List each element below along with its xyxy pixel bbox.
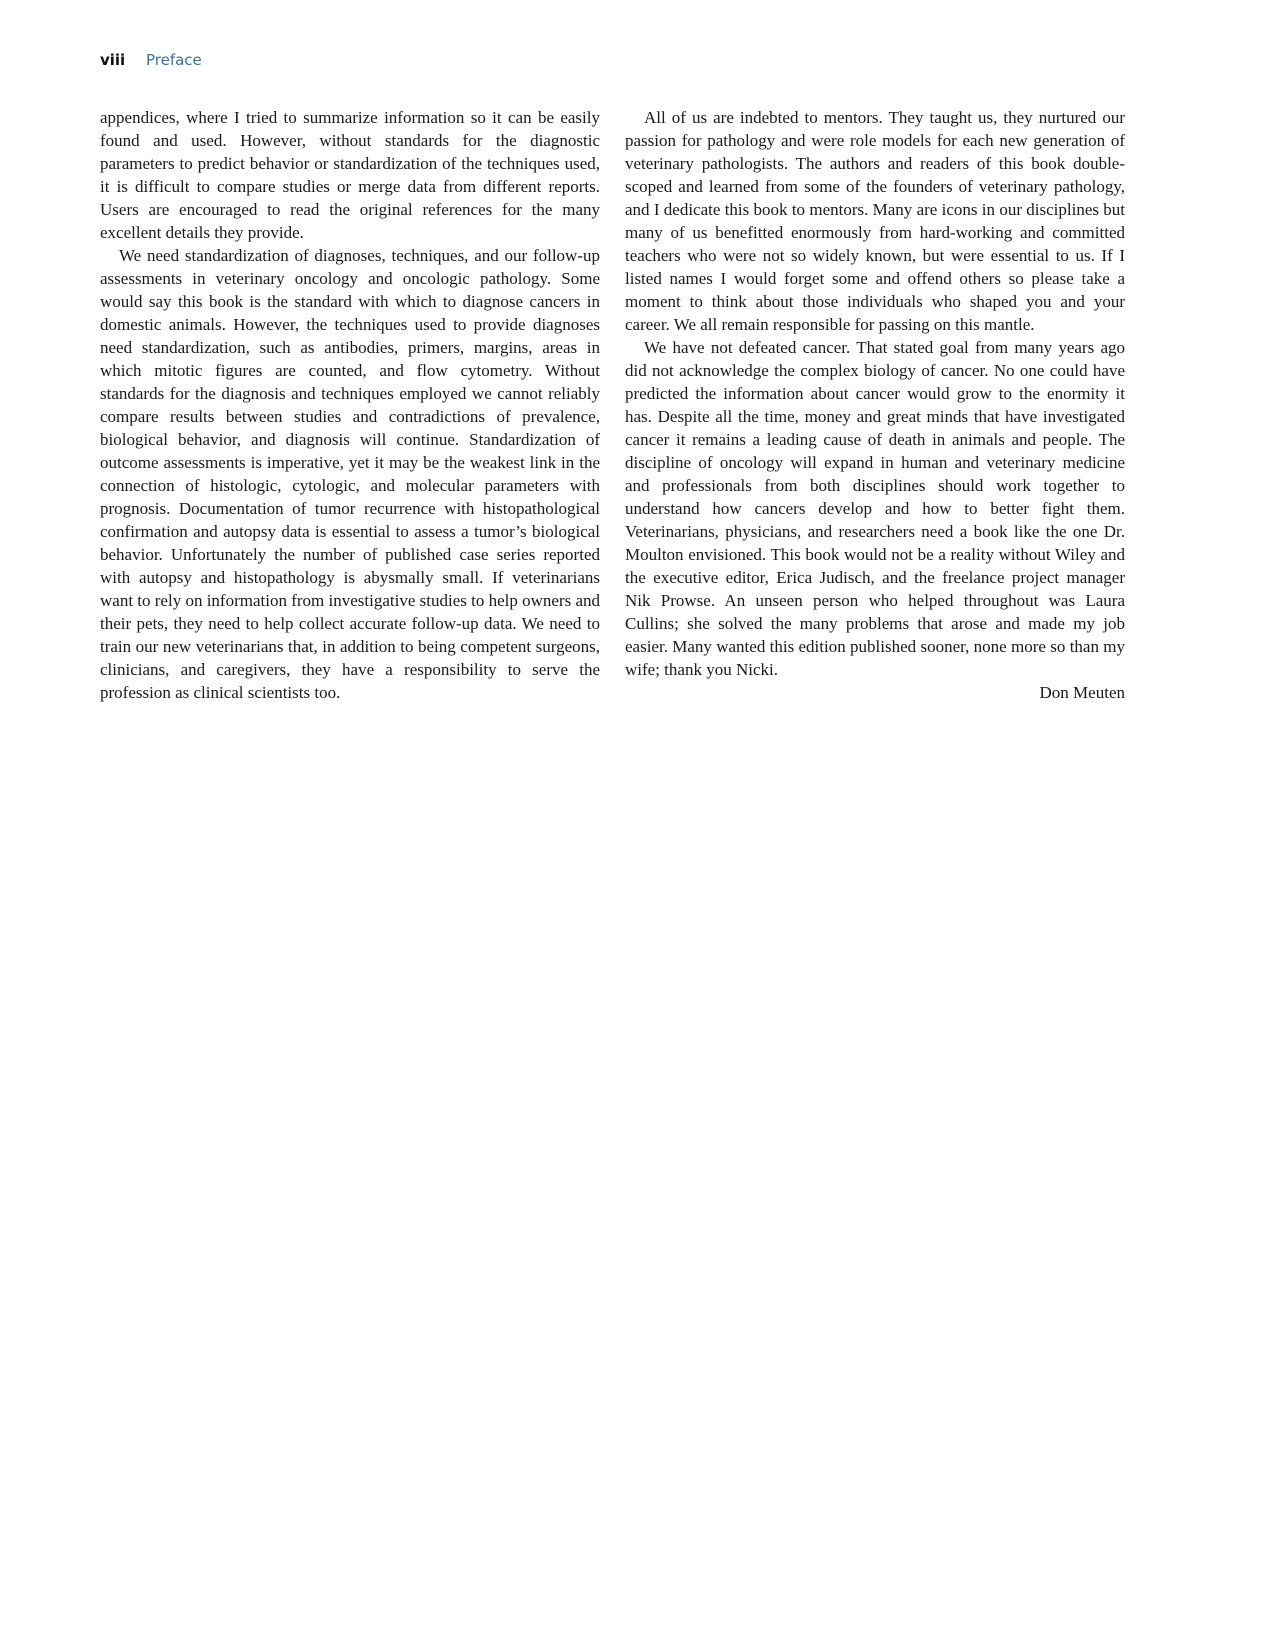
page-number: viii (100, 51, 126, 69)
section-title: Preface (145, 51, 202, 69)
author-signature: Don Meuten (1039, 683, 1125, 702)
right-column (625, 106, 1125, 704)
left-column (100, 106, 600, 704)
paragraph: We have not defeated cancer. That stated goal from many years ago did not acknowledge the complex biology of cancer. No one could have predicted the information about cancer would grow to the enormity it has. Despite all the time, money and great minds that have investigated cancer it remains a leading cause of death in animals and people. The discipline of oncology will expand in human and veterinary medicine and professionals from both disciplines should work together to understand how cancers develop and how to better fight them. Veterinarians, physicians, and researchers need a book like the one Dr. Moulton envisioned. This book would not be a reality without Wiley and the executive editor, Erica Judisch, and the freelance project manager Nik Prowse. An unseen person who helped throughout was Laura Cullins; she solved the many problems that arose and made my job easier. Many wanted this edition published sooner, none more so than my wife; thank you Nicki. (625, 338, 1125, 679)
paragraph: All of us are indebted to mentors. They taught us, they nurtured our passion for pathology and were role models for each new generation of veterinary pathologists. The authors and readers of this book double-scoped and learned from some of the founders of veterinary pathology, and I dedicate this book to mentors. Many are icons in our disciplines but many of us benefitted enormously from hard-working and committed teachers who were not so widely known, but were essential to us. If I listed names I would forget some and offend others so please take a moment to think about those individuals who shaped you and your career. We all remain responsible for passing on this mantle. (625, 108, 1125, 334)
running-head (100, 50, 202, 70)
paragraph: appendices, where I tried to summarize information so it can be easily found and used. However, without standards for the diagnostic parameters to predict behavior or standardization of the techniques used, it is difficult to compare studies or merge data from different reports. Users are encouraged to read the original references for the many excellent details they provide. (100, 108, 600, 242)
paragraph: We need standardization of diagnoses, techniques, and our follow-up assessments in veterinary oncology and oncologic pathology. Some would say this book is the standard with which to diagnose cancers in domestic animals. However, the techniques used to provide diagnoses need standardization, such as antibodies, primers, margins, areas in which mitotic figures are counted, and flow cytometry. Without standards for the diagnosis and techniques employed we cannot reliably compare results between studies and contradictions of prevalence, biological behavior, and diagnosis will continue. Standardization of outcome assessments is imperative, yet it may be the weakest link in the connection of histologic, cytologic, and molecular parameters with prognosis. Documentation of tumor recurrence with histopathological confirmation and autopsy data is essential to assess a tumor’s biological behavior. Unfortunately the number of published case series reported with autopsy and histopathology is abysmally small. If veterinarians want to rely on information from investigative studies to help owners and their pets, they need to help collect accurate follow-up data. We need to train our new veterinarians that, in addition to being competent surgeons, clinicians, and caregivers, they have a responsibility to serve the profession as clinical scientists too. (100, 246, 600, 702)
